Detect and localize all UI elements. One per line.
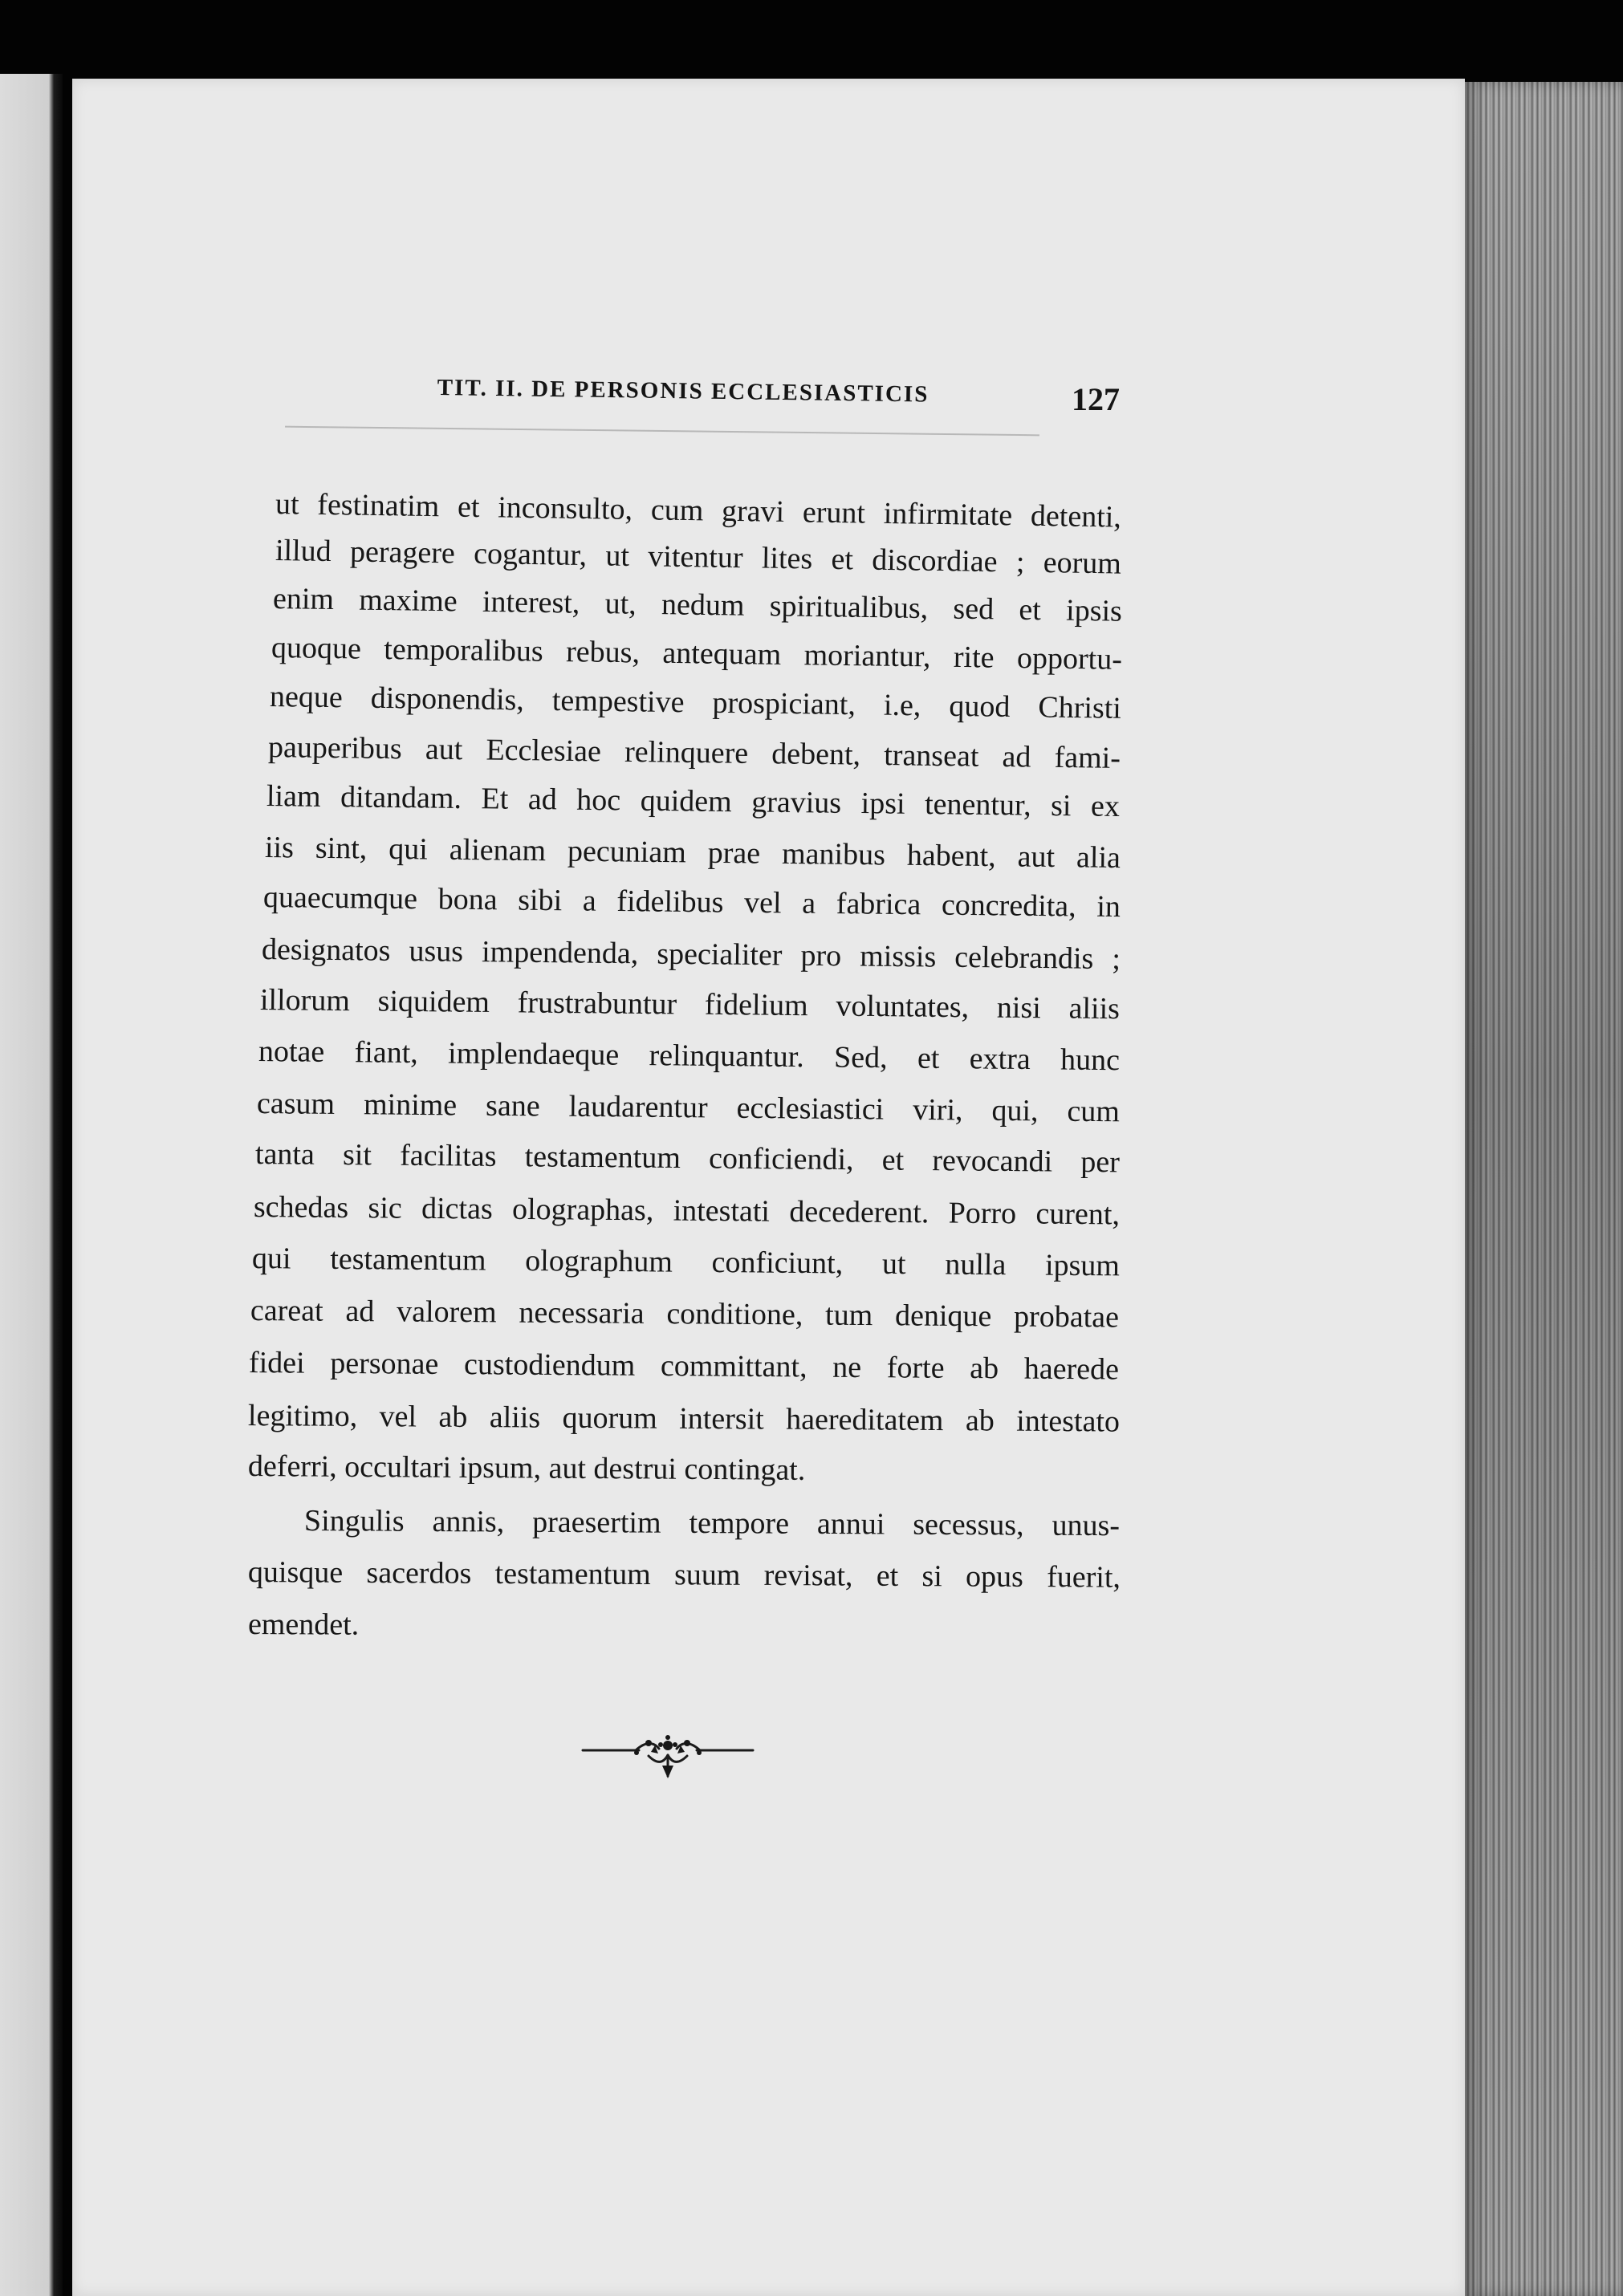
page-number: 127 [1072,381,1120,417]
text-line-23: emendet. [247,1607,360,1642]
text-line-11: illorum siquidem frustrabuntur fidelium voluntates, nisi aliis [259,983,1121,1026]
running-head: TIT. II. DE PERSONIS ECCLESIASTICIS [437,375,929,408]
text-line-8: iis sint, qui alienam pecuniam prae manibus habent, aut alia [264,831,1121,876]
page-stack-edge [1465,82,1623,2296]
text-line-15: schedas sic dictas olographas, intestati decederent. Porro curent, [253,1190,1121,1232]
text-line-1: ut festinatim et inconsulto, cum gravi erunt infirmitate detenti, [275,487,1122,534]
text-line-12: notae fiant, implendaeque relinquantur. Sed, et extra hunc [258,1034,1121,1078]
text-line-14: tanta sit facilitas testamentum conficiendi, et revocandi per [254,1137,1121,1180]
text-line-20: deferri, occultari ipsum, aut destrui contingat. [247,1449,806,1487]
text-line-16: qui testamentum olographum conficiunt, ut nulla ipsum [251,1241,1121,1283]
text-line-9: quaecumque bona sibi a fidelibus vel a fabrica concredita, in [262,880,1121,924]
text-line-17: careat ad valorem necessaria conditione, tum denique probatae [250,1294,1120,1335]
text-line-6: pauperibus aut Ecclesiae relinquere debent, transeat ad fami- [267,730,1121,775]
text-line-18: fidei personae custodiendum committant, ne forte ab haerede [248,1346,1120,1387]
left-page-edge [0,74,63,2296]
text-line-2: illud peragere cogantur, ut vitentur lites et discordiae ; eorum [275,534,1122,581]
floral-tailpiece-ornament-icon [580,1717,756,1782]
text-line-19: legitimo, vel ab aliis quorum intersit haereditatem ab intestato [247,1399,1121,1439]
text-line-21: Singulis annis, praesertim tempore annui secessus, unus- [303,1504,1121,1543]
text-line-22: quisque sacerdos testamentum suum revisat, et si opus fuerit, [247,1555,1121,1595]
text-line-5: neque disponendis, tempestive prospiciant, i.e, quod Christi [269,680,1122,725]
text-line-7: liam ditandam. Et ad hoc quidem gravius ipsi tenentur, si ex [266,779,1121,823]
text-line-4: quoque temporalibus rebus, antequam moriantur, rite opportu- [270,631,1123,677]
text-line-13: casum minime sane laudarentur ecclesiastici viri, qui, cum [256,1087,1121,1129]
text-line-3: enim maxime interest, ut, nedum spiritualibus, sed et ipsis [272,582,1123,628]
text-line-10: designatos usus impendenda, specialiter pro missis celebrandis ; [261,933,1121,977]
